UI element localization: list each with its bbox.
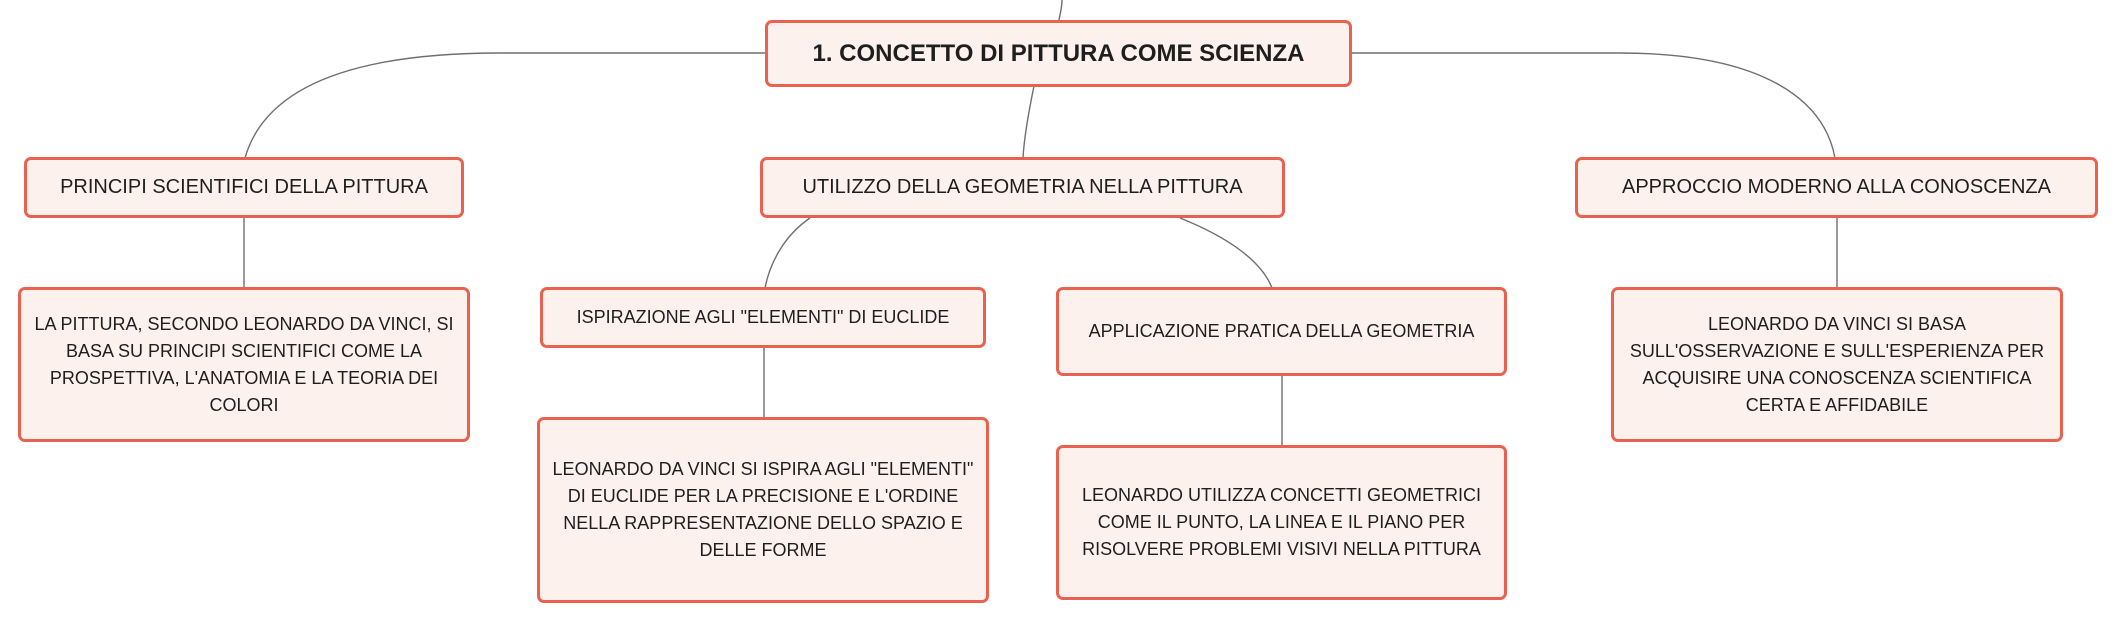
connector-geometria-euclide: [765, 218, 810, 288]
connector-root-principi: [245, 53, 765, 158]
geometria-node-label: UTILIZZO DELLA GEOMETRIA NELLA PITTURA: [802, 176, 1243, 198]
connector-root-approccio: [1352, 53, 1835, 158]
applicazione-detail-node[interactable]: [1056, 445, 1507, 600]
geometria-node[interactable]: [760, 157, 1285, 218]
root-node-label: 1. CONCETTO DI PITTURA COME SCIENZA: [812, 39, 1305, 67]
principi-node-label: PRINCIPI SCIENTIFICI DELLA PITTURA: [60, 176, 428, 198]
principi-detail-node[interactable]: [18, 287, 470, 442]
applicazione-node[interactable]: [1056, 287, 1507, 376]
connector-root-parent: [1059, 0, 1062, 20]
approccio-detail-text: LEONARDO DA VINCI SI BASA SULL'OSSERVAZIONE E SULL'ESPERIENZA PER ACQUISIRE UNA CONOSCENZA SCIENTIFICA CERTA E AFFIDABILE: [1629, 313, 2045, 415]
applicazione-node-label: APPLICAZIONE PRATICA DELLA GEOMETRIA: [1088, 321, 1475, 341]
euclide-detail-node[interactable]: [537, 417, 989, 603]
euclide-detail-text: LEONARDO DA VINCI SI ISPIRA AGLI "ELEMENTI" DI EUCLIDE PER LA PRECISIONE E L'ORDINE NELLA RAPPRESENTAZIONE DELLO SPAZIO E DELLE FORME: [552, 459, 974, 560]
approccio-detail-node[interactable]: [1611, 287, 2063, 442]
connector-geometria-applicazione: [1180, 218, 1272, 288]
applicazione-detail-text: LEONARDO UTILIZZA CONCETTI GEOMETRICI COME IL PUNTO, LA LINEA E IL PIANO PER RISOLVERE PROBLEMI VISIVI NELLA PITTURA: [1081, 485, 1482, 559]
approccio-node[interactable]: [1575, 157, 2098, 218]
principi-node[interactable]: [24, 157, 464, 218]
euclide-node[interactable]: [540, 287, 986, 348]
approccio-node-label: APPROCCIO MODERNO ALLA CONOSCENZA: [1622, 176, 2051, 198]
principi-detail-text: LA PITTURA, SECONDO LEONARDO DA VINCI, SI BASA SU PRINCIPI SCIENTIFICI COME LA PROSPETTIVA, L'ANATOMIA E LA TEORIA DEI COLORI: [34, 313, 454, 415]
euclide-node-label: ISPIRAZIONE AGLI "ELEMENTI" DI EUCLIDE: [576, 307, 950, 327]
connector-root-geometria: [1023, 86, 1034, 158]
root-node[interactable]: [765, 20, 1352, 87]
